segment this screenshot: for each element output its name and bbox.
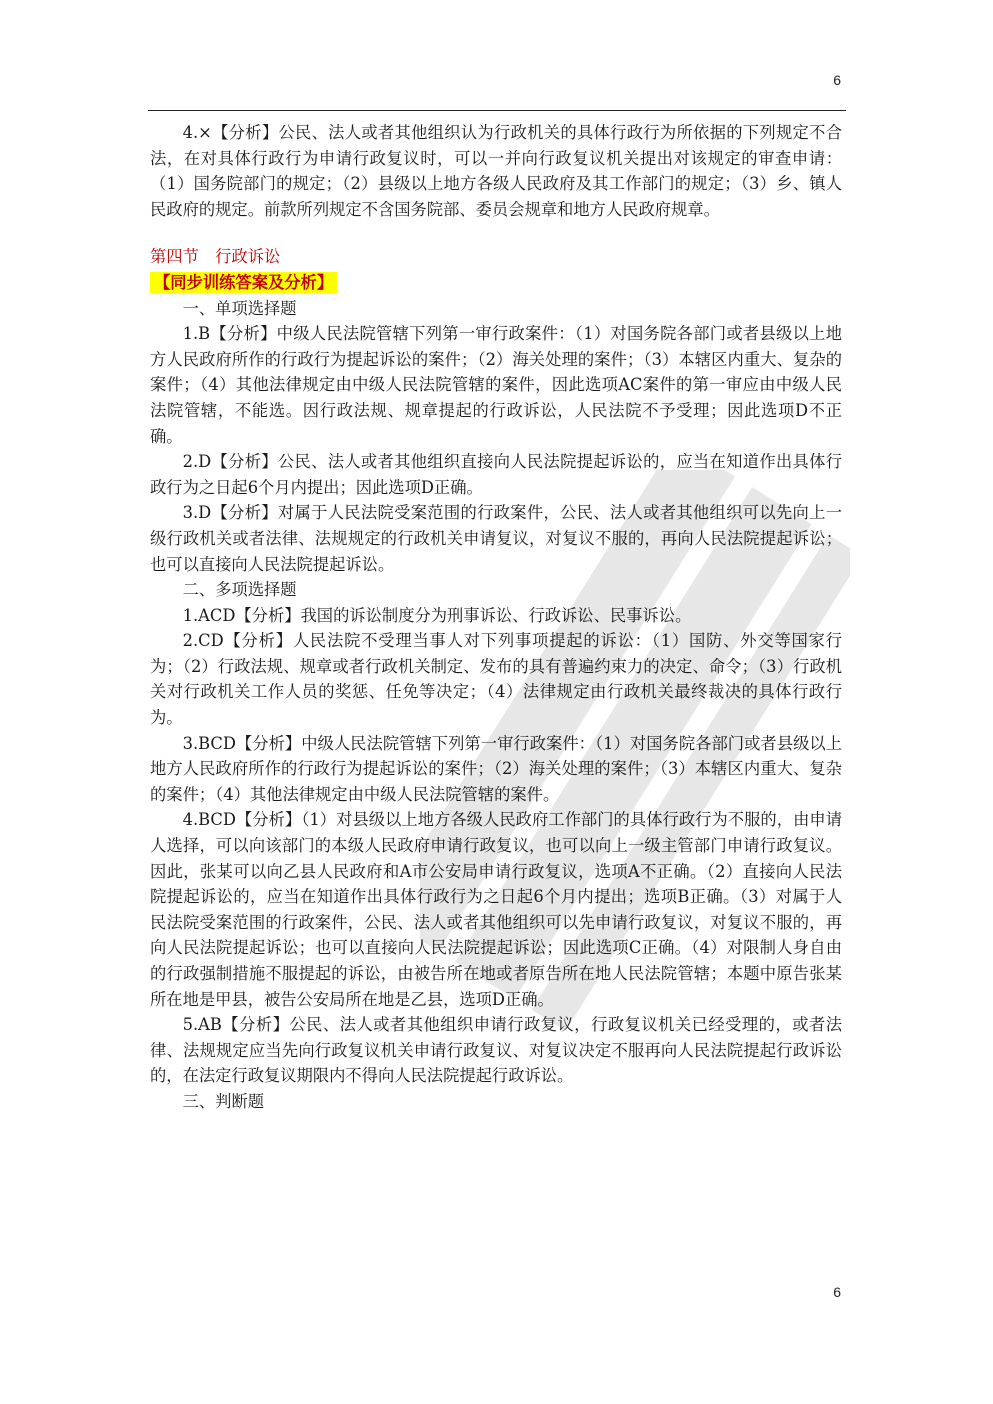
- heading-true-false: 三、判断题: [182, 1091, 265, 1111]
- section-title: 第四节 行政诉讼: [150, 247, 281, 267]
- document-body: [150, 120, 842, 1115]
- header-rule: [148, 110, 846, 111]
- paragraph-p1: 4.×【分析】公民、法人或者其他组织认为行政机关的具体行政行为所依据的下列规定不合法，在对具体行政行为申请行政复议时，可以一并向行政复议机关提出对该规定的审查申请：（1）国务院部门的规定；（2）县级以上地方各级人民政府及其工作部门的规定；（3）乡、镇人民政府的规定。前款所列规定不含国务院部、委员会规章和地方人民政府规章。: [150, 123, 842, 219]
- answer-single-1: 1.B【分析】中级人民法院管辖下列第一审行政案件：（1）对国务院各部门或者县级以上地方人民政府所作的行政行为提起诉讼的案件；（2）海关处理的案件；（3）本辖区内重大、复杂的案件；（4）其他法律规定由中级人民法院管辖的案件，因此选项AC案件的第一审应由中级人民法院管辖，不能选。因行政法规、规章提起的行政诉讼，人民法院不予受理；因此选项D不正确。: [150, 324, 842, 446]
- page-number-top: 6: [833, 72, 841, 88]
- heading-single-choice: 一、单项选择题: [182, 298, 297, 318]
- paragraph-gap: [150, 222, 842, 244]
- answer-multiple-2: 2.CD【分析】人民法院不受理当事人对下列事项提起的诉讼：（1）国防、外交等国家行为；（2）行政法规、规章或者行政机关制定、发布的具有普遍约束力的决定、命令；（3）行政机关对行政机关工作人员的奖惩、任免等决定；（4）法律规定由行政机关最终裁决的具体行政行为。: [150, 631, 842, 728]
- page-number-bottom: 6: [833, 1284, 841, 1300]
- highlighted-heading: 【同步训练答案及分析】: [150, 272, 337, 293]
- highlight-line: [150, 270, 842, 296]
- answer-multiple-1: 1.ACD【分析】我国的诉讼制度分为刑事诉讼、行政诉讼、民事诉讼。: [182, 605, 692, 625]
- answer-multiple-4: 4.BCD【分析】（1）对县级以上地方各级人民政府工作部门的具体行政行为不服的，由申请人选择，可以向该部门的本级人民政府申请行政复议，也可以向上一级主管部门申请行政复议。因此，张某可以向乙县人民政府和A市公安局申请行政复议，选项A不正确。（2）直接向人民法院提起诉讼的，应当在知道作出具体行政行为之日起6个月内提出；选项B正确。（3）对属于人民法院受案范围的行政案件，公民、法人或者其他组织可以先申请行政复议，对复议不服的，再向人民法院提起诉讼；也可以直接向人民法院提起诉讼；因此选项C正确。（4）对限制人身自由的行政强制措施不服提起的诉讼，由被告所在地或者原告所在地人民法院管辖；本题中原告张某所在地是甲县，被告公安局所在地是乙县，选项D正确。: [150, 810, 842, 1009]
- answer-multiple-5: 5.AB【分析】公民、法人或者其他组织申请行政复议，行政复议机关已经受理的，或者法律、法规规定应当先向行政复议机关申请行政复议、对复议决定不服再向人民法院提起行政诉讼的，在法定行政复议期限内不得向人民法院提起行政诉讼。: [150, 1015, 842, 1086]
- heading-multiple-choice: 二、多项选择题: [182, 580, 297, 600]
- answer-single-2: 2.D【分析】公民、法人或者其他组织直接向人民法院提起诉讼的，应当在知道作出具体行政行为之日起6个月内提出；因此选项D正确。: [150, 452, 842, 497]
- answer-single-3: 3.D【分析】对属于人民法院受案范围的行政案件，公民、法人或者其他组织可以先向上一级行政机关或者法律、法规规定的行政机关申请复议，对复议不服的，再向人民法院提起诉讼；也可以直接向人民法院提起诉讼。: [150, 503, 842, 574]
- answer-multiple-3: 3.BCD【分析】中级人民法院管辖下列第一审行政案件：（1）对国务院各部门或者县级以上地方人民政府所作的行政行为提起诉讼的案件；（2）海关处理的案件；（3）本辖区内重大、复杂的案件；（4）其他法律规定由中级人民法院管辖的案件。: [150, 733, 842, 804]
